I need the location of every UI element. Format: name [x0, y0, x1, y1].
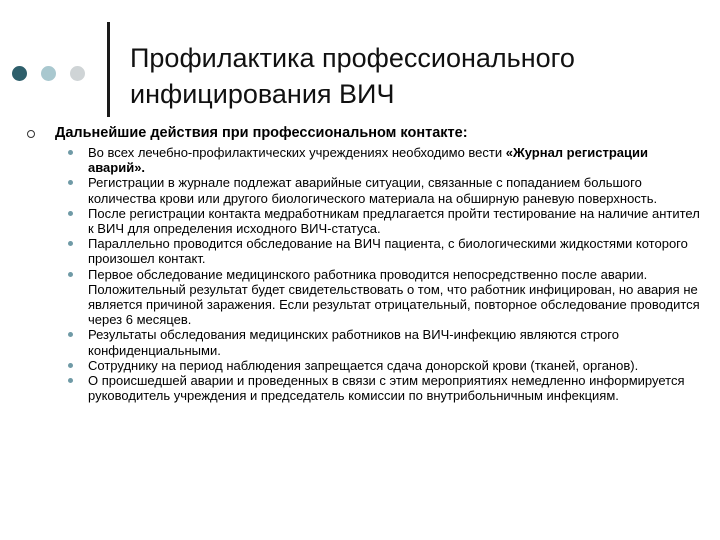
- list-item-text: Во всех лечебно-профилактических учреждениях необходимо вести: [88, 145, 506, 160]
- list-item: [88, 145, 700, 175]
- list-item: [88, 373, 700, 403]
- list-item-bold-text: «Журнал регистрации аварий».: [88, 145, 648, 176]
- bullet-icon: [68, 363, 73, 368]
- list-item-text: После регистрации контакта медработникам предлагается пройти тестирование на наличие антител к ВИЧ для определения исходного ВИЧ-статуса.: [88, 205, 700, 237]
- list-item-text: Первое обследование медицинского работника проводится непосредственно после аварии. Положительный результат будет свидетельствовать о том, что работник инфицирован, но авария не является причиной заражения. Если результат отрицательный, повторное обследование проводится через 6 месяцев.: [88, 266, 700, 328]
- list-item: [88, 236, 700, 266]
- list-item-text: Сотруднику на период наблюдения запрещается сдача донорской крови (тканей, органов).: [88, 357, 639, 373]
- bullet-icon: [68, 332, 73, 337]
- list-item: [88, 358, 700, 373]
- bullet-icon: [68, 150, 73, 155]
- bullet-icon: [68, 211, 73, 216]
- section-heading: Дальнейшие действия при профессиональном контакте:: [55, 125, 468, 141]
- slide-title-line-2: инфицирования ВИЧ: [130, 79, 395, 109]
- list-item: [88, 206, 700, 236]
- list-item-text: Результаты обследования медицинских работников на ВИЧ-инфекцию являются строго конфиденциальными.: [88, 327, 619, 358]
- slide-title: [130, 40, 690, 112]
- bullet-icon: [68, 241, 73, 246]
- list-item: [88, 175, 700, 205]
- list-item-text: О происшедшей аварии и проведенных в связи с этим мероприятиях немедленно информируется руководитель учреждения и председатель комиссии по внутрибольничным инфекциям.: [88, 373, 685, 404]
- bullet-icon: [68, 180, 73, 185]
- title-divider: [107, 22, 110, 117]
- list-item-text: Параллельно проводится обследование на ВИЧ пациента, с биологическими жидкостями которого произошел контакт.: [88, 236, 688, 267]
- bullet-icon: [68, 378, 73, 383]
- list-item-text: Регистрации в журнале подлежат аварийные ситуации, связанные с попаданием большого количества крови или другого биологического материала на обширную раневую поверхность.: [88, 175, 658, 206]
- list-item: [88, 267, 700, 328]
- heading-bullet-icon: [27, 130, 35, 138]
- decor-dot-gray: [70, 66, 85, 81]
- decor-dot-light: [41, 66, 56, 81]
- action-list: [88, 145, 700, 403]
- bullet-icon: [68, 272, 73, 277]
- decor-dot-dark: [12, 66, 27, 81]
- list-item: [88, 327, 700, 357]
- slide-title-line-1: Профилактика профессионального: [130, 43, 575, 73]
